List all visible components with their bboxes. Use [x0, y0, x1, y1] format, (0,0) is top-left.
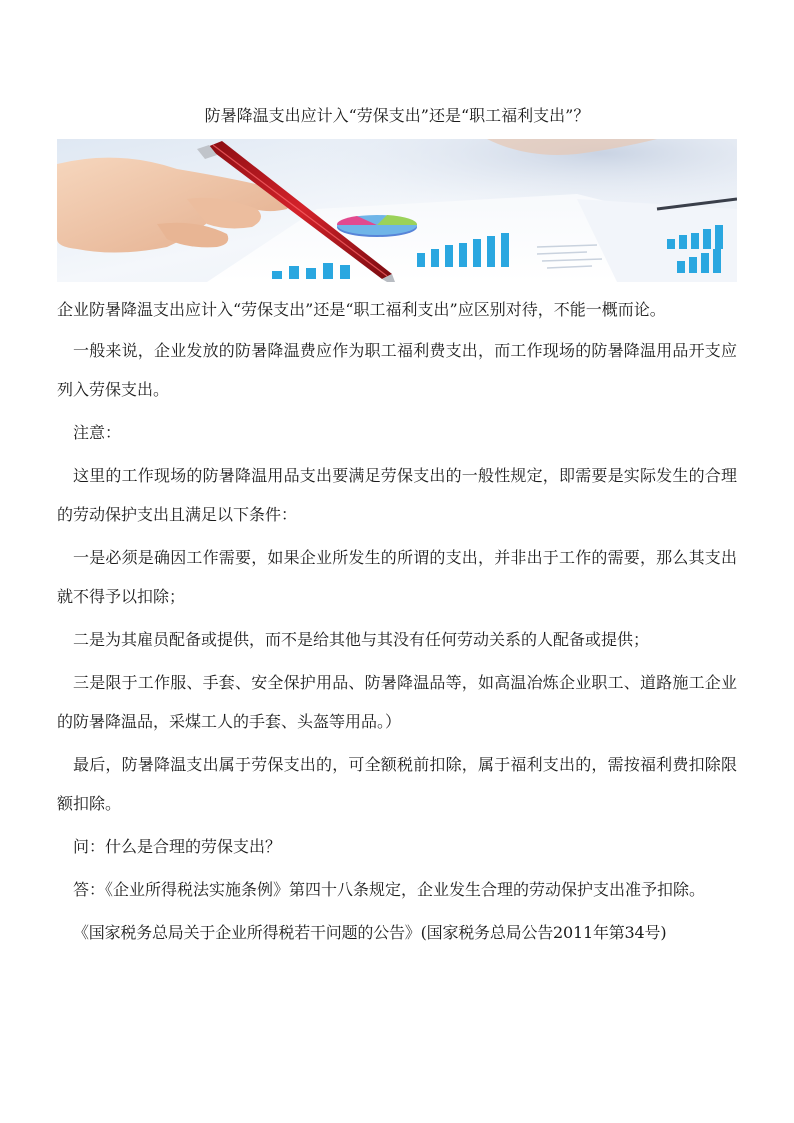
document-body: [57, 290, 737, 956]
paragraph-answer: 答：《企业所得税法实施条例》第四十八条规定，企业发生合理的劳动保护支出准予扣除。: [73, 880, 706, 899]
paragraph-condition-2: 二是为其雇员配备或提供，而不是给其他与其没有任何劳动关系的人配备或提供；: [73, 630, 650, 649]
paragraph-reference: 《国家税务总局关于企业所得税若干问题的公告》(国家税务总局公告2011年第34号): [73, 923, 667, 942]
paragraph-conclusion: 最后，防暑降温支出属于劳保支出的，可全额税前扣除，属于福利支出的，需按福利费扣除限额扣除。: [57, 755, 737, 813]
hero-image: [57, 139, 737, 282]
paragraph-note-heading: 注意：: [73, 423, 122, 442]
paragraph-note: 这里的工作现场的防暑降温用品支出要满足劳保支出的一般性规定，即需要是实际发生的合理的劳动保护支出且满足以下条件：: [57, 466, 737, 524]
paragraph-question: 问：什么是合理的劳保支出？: [73, 837, 282, 856]
paragraph-general: 一般来说，企业发放的防暑降温费应作为职工福利费支出，而工作现场的防暑降温用品开支应列入劳保支出。: [57, 341, 737, 399]
document-title: 防暑降温支出应计入“劳保支出”还是“职工福利支出”？: [204, 106, 590, 125]
paragraph-condition-1: 一是必须是确因工作需要，如果企业所发生的所谓的支出，并非出于工作的需要，那么其支出就不得予以扣除；: [57, 548, 737, 606]
paragraph-condition-3: 三是限于工作服、手套、安全保护用品、防暑降温品等，如高温冶炼企业职工、道路施工企业的防暑降温品，采煤工人的手套、头盔等用品。）: [57, 673, 737, 731]
paragraph-intro: 企业防暑降温支出应计入“劳保支出”还是“职工福利支出”应区别对待，不能一概而论。: [57, 300, 666, 319]
